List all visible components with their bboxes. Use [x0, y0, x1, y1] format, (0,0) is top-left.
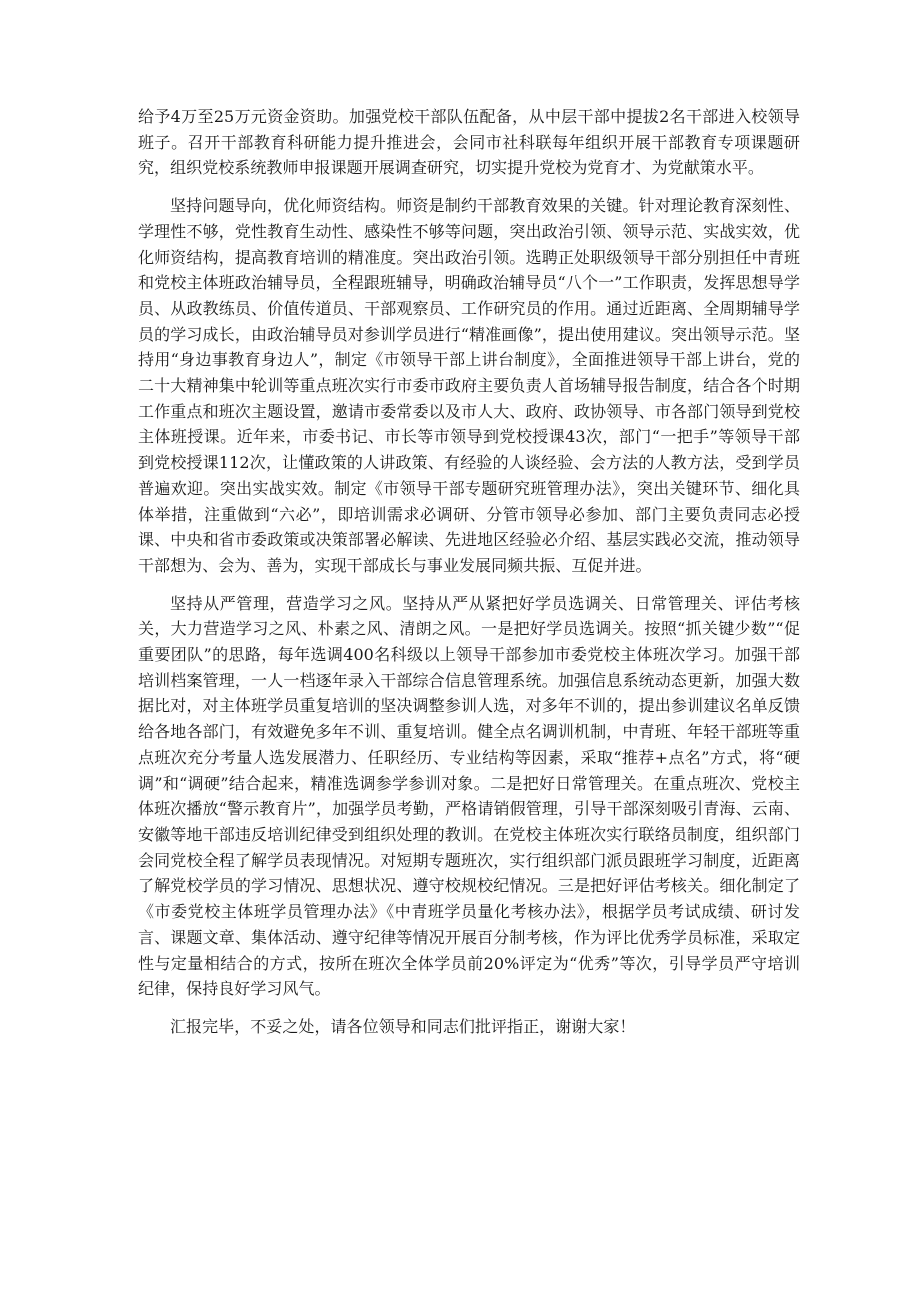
paragraph-funding-continuation: 给予4万至25万元资金资助。加强党校干部队伍配备，从中层干部中提拔2名干部进入校领导班子。召开干部教育科研能力提升推进会，会同市社科联每年组织开展干部教育专项课题研究，组织党校系统教师申报课题开展调查研究，切实提升党校为党育才、为党献策水平。 [138, 107, 800, 178]
paragraph-strict-management: 坚持从严管理，营造学习之风。坚持从严从紧把好学员选调关、日常管理关、评估考核关，大力营造学习之风、朴素之风、清朗之风。一是把好学员选调关。按照“抓关键少数”“促重要团队”的思路，每年选调400名科级以上领导干部参加市委党校主体班次学习。加强干部培训档案管理，一人一档逐年录入干部综合信息管理系统。加强信息系统动态更新，加强大数据比对，对主体班学员重复培训的坚决调整参训人选，对多年不训的，提出参训建议名单反馈给各地各部门，有效避免多年不训、重复培训。健全点名调训机制，中青班、年轻干部班等重点班次充分考量人选发展潜力、任职经历、专业结构等因素，采取“推荐+点名”方式，将“硬调”和“调硬”结合起来，精准选调参学参训对象。二是把好日常管理关。在重点班次、党校主体班次播放“警示教育片”，加强学员考勤，严格请销假管理，引导干部深刻吸引青海、云南、安徽等地干部违反培训纪律受到组织处理的教训。在党校主体班次实行联络员制度，组织部门会同党校全程了解学员表现情况。对短期专题班次，实行组织部门派员跟班学习制度，近距离了解党校学员的学习情况、思想状况、遵守校规校纪情况。三是把好评估考核关。细化制定了《市委党校主体班学员管理办法》《中青班学员量化考核办法》，根据学员考试成绩、研讨发言、课题文章、集体活动、遵守纪律等情况开展百分制考核，作为评比优秀学员标准，采取定性与定量相结合的方式，按所在班次全体学员前20%评定为“优秀”等次，引导学员严守培训纪律，保持良好学习风气。 [138, 593, 800, 999]
document-body [138, 104, 800, 1052]
paragraph-closing-remarks: 汇报完毕，不妥之处，请各位领导和同志们批评指正，谢谢大家！ [170, 1016, 636, 1036]
paragraph-teacher-structure: 坚持问题导向，优化师资结构。师资是制约干部教育效果的关键。针对理论教育深刻性、学理性不够，党性教育生动性、感染性不够等问题，突出政治引领、领导示范、实战实效，优化师资结构，提高教育培训的精准度。突出政治引领。选聘正处职级领导干部分别担任中青班和党校主体班政治辅导员，全程跟班辅导，明确政治辅导员“八个一”工作职责，发挥思想导学员、从政教练员、价值传道员、干部观察员、工作研究员的作用。通过近距离、全周期辅导学员的学习成长，由政治辅导员对参训学员进行“精准画像”，提出使用建议。突出领导示范。坚持用“身边事教育身边人”，制定《市领导干部上讲台制度》，全面推进领导干部上讲台，党的二十大精神集中轮训等重点班次实行市委市政府主要负责人首场辅导报告制度，结合各个时期工作重点和班次主题设置，邀请市委常委以及市人大、政府、政协领导、市各部门领导到党校主体班授课。近年来，市委书记、市长等市领导到党校授课43次，部门“一把手”等领导干部到党校授课112次，让懂政策的人讲政策、有经验的人谈经验、会方法的人教方法，受到学员普遍欢迎。突出实战实效。制定《市领导干部专题研究班管理办法》，突出关键环节、细化具体举措，注重做到“六必”，即培训需求必调研、分管市领导必参加、部门主要负责同志必授课、中央和省市委政策或决策部署必解读、先进地区经验必介绍、基层实践必交流，推动领导干部想为、会为、善为，实现干部成长与事业发展同频共振、互促并进。 [138, 196, 800, 575]
